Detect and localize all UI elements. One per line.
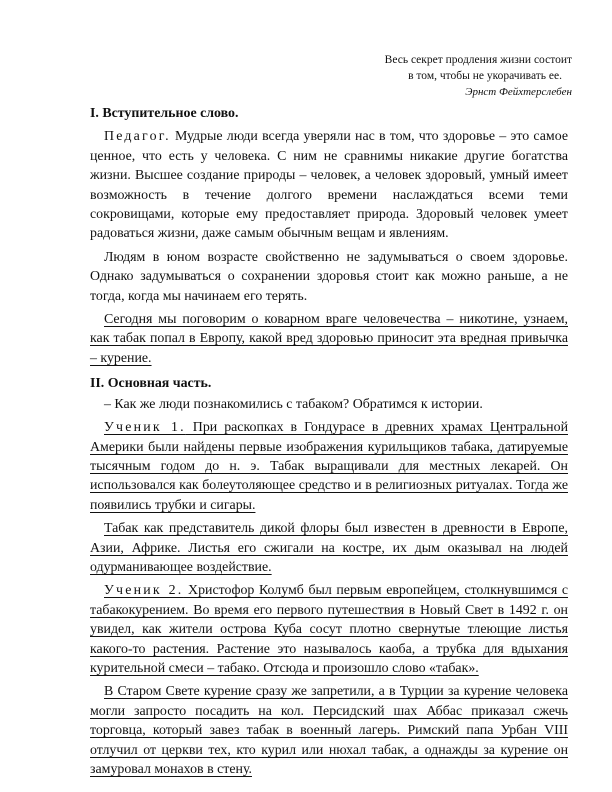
paragraph-history-intro: – Как же люди познакомились с табаком? Обратимся к истории. [104, 396, 483, 412]
speaker-teacher: Педагог. [104, 129, 171, 145]
section-2-heading: II. Основная часть. [90, 376, 212, 392]
section-1-heading: I. Вступительное слово. [90, 106, 239, 121]
paragraph-teacher [90, 127, 568, 243]
epigraph-author: Эрнст Фейхтерслебен [465, 86, 572, 98]
paragraph-old-world: В Старом Свете курение сразу же запретили, а в Турции за курение человека могли запросто посадить на кол. Персидский шах Аббас приказал сжечь торговца, который завез табак в военный лагерь. Римский папа Урбан VIII отлучил от церкви тех, кто курил или нюхал табак, а однажды за курение он замуровал монахов в стену. [90, 684, 568, 777]
epigraph-line-1: Весь секрет продления жизни состоит [384, 54, 572, 66]
paragraph-youth-health: Людям в юном возрасте свойственно не задумываться о своем здоровье. Однако задумываться о сохранении здоровья стоит как можно раньше, а не тогда, когда мы начинаем его терять. [90, 249, 568, 304]
paragraph-today-topic: Сегодня мы поговорим о коварном враге человечества – никотине, узнаем, как табак попал в Европу, какой вред здоровью приносит эта вредная привычка – курение. [90, 312, 568, 366]
speaker-student-2: Ученик 2. [104, 583, 184, 599]
epigraph-line-2: в том, чтобы не укорачивать ее. [408, 70, 562, 82]
speaker-student-1: Ученик 1. [104, 420, 186, 436]
paragraph-student-2 [90, 581, 568, 678]
paragraph-wild-flora: Табак как представитель дикой флоры был известен в древности в Европе, Азии, Африке. Листья его сжигали на костре, их дым оказывал на людей одурманивающее воздействие. [90, 521, 568, 575]
document-body [90, 104, 568, 779]
paragraph-student-1 [90, 418, 568, 515]
paragraph-student-2-text: Христофор Колумб был первым европейцем, столкнувшимся с табакокурением. Во время его первого путешествия в Новый Свет в 1492 г. он увидел, как жители острова Куба сосут плотно свернутые тлеющие листья какого-то растения. Растение это называлось каоба, а трубка для вдыхания курительной смеси – табако. Отсюда и произошло слово «табак». [90, 583, 569, 676]
paragraph-student-1-text: При раскопках в Гондурасе в древних храмах Центральной Америки были найдены первые изображения курильщиков табака, датируемые тысячным годом до н. э. Табак выращивали для местных лекарей. Он использовался как болеутоляющее средство и в религиозных ритуалах. Тогда же появились трубки и сигары. [90, 420, 568, 513]
paragraph-teacher-text: Мудрые люди всегда уверяли нас в том, что здоровье – это самое ценное, что есть у человека. С ним не сравнимы никакие другие богатства жизни. Высшее создание природы – человек, а человек здоровый, умный имеет возможность в течение долгого времени наслаждаться всеми теми сокровищами, которые ему предоставляет природа. Здоровый человек умеет радоваться жизни, даже самым обычным вещам и явлениям. [90, 129, 568, 242]
epigraph [312, 52, 572, 100]
